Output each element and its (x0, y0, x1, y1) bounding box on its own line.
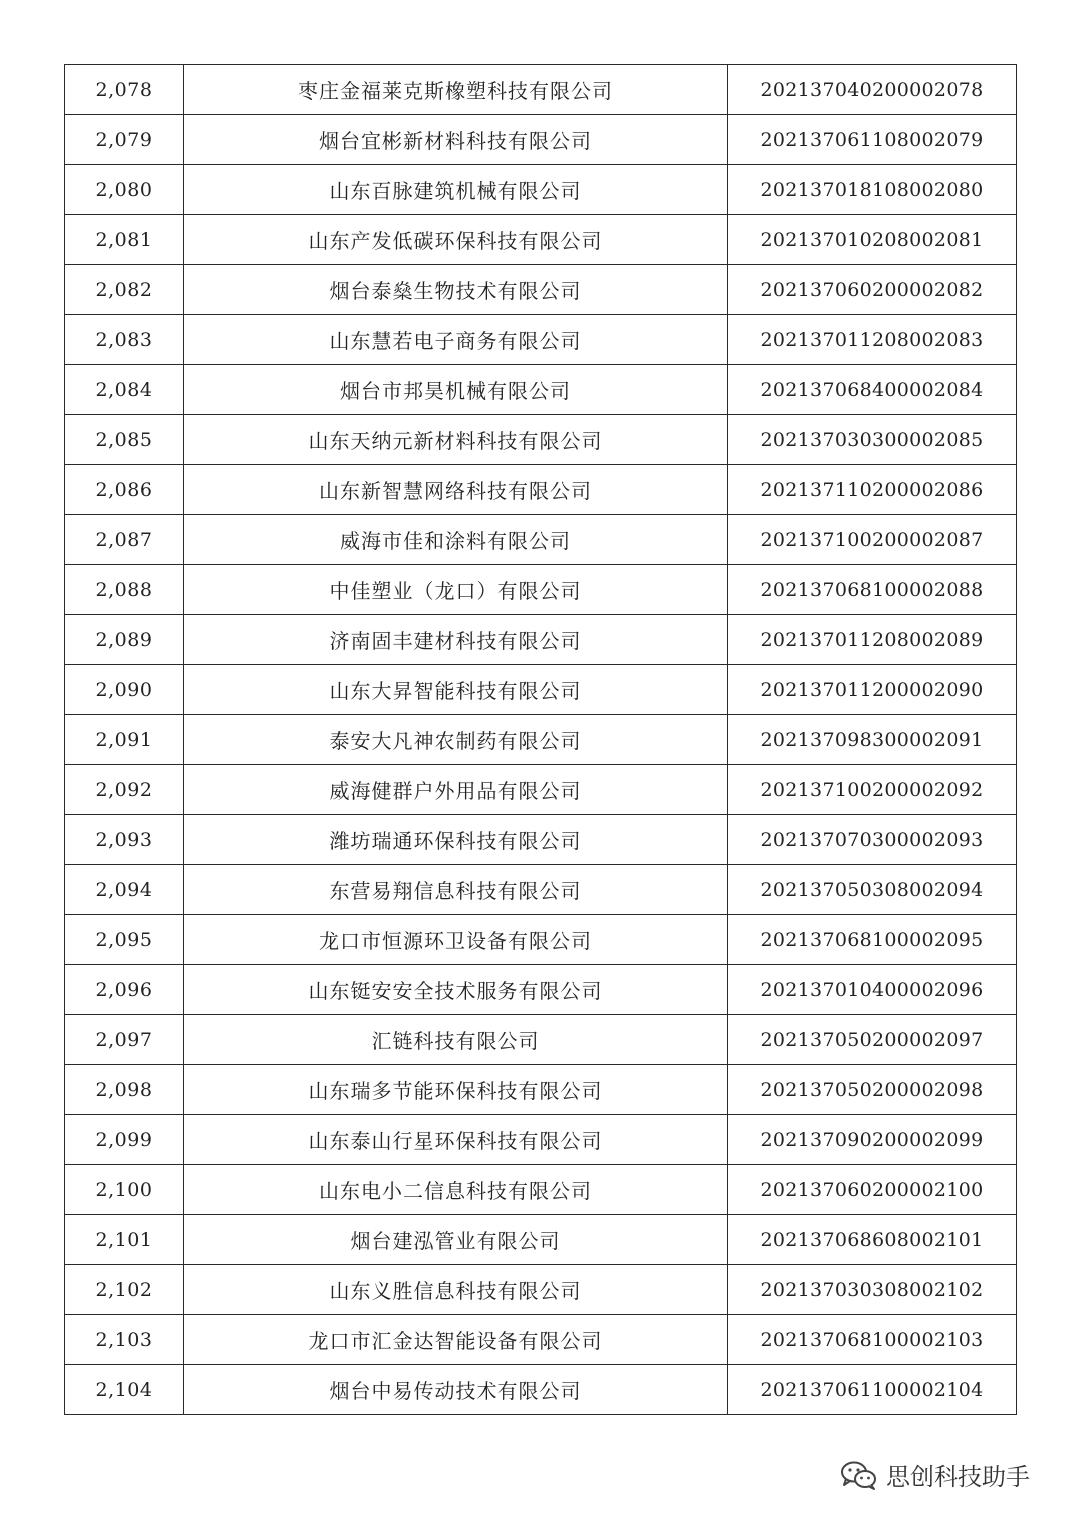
company-name-cell: 山东泰山行星环保科技有限公司 (184, 1115, 728, 1165)
table-row (65, 415, 1017, 465)
table-row (65, 1315, 1017, 1365)
registration-code-cell: 202137100200002087 (728, 515, 1017, 565)
registration-code-cell: 202137011208002089 (728, 615, 1017, 665)
registration-code-cell: 202137068400002084 (728, 365, 1017, 415)
table-row (65, 865, 1017, 915)
registration-code-cell: 202137070300002093 (728, 815, 1017, 865)
company-name-cell: 山东义胜信息科技有限公司 (184, 1265, 728, 1315)
row-number-cell: 2,100 (65, 1165, 184, 1215)
company-name-cell: 山东瑞多节能环保科技有限公司 (184, 1065, 728, 1115)
registration-code-cell: 202137050200002097 (728, 1015, 1017, 1065)
row-number-cell: 2,083 (65, 315, 184, 365)
registration-code-cell: 202137040200002078 (728, 65, 1017, 115)
registration-code-cell: 202137018108002080 (728, 165, 1017, 215)
row-number-cell: 2,087 (65, 515, 184, 565)
table-row (65, 765, 1017, 815)
registration-code-cell: 202137010208002081 (728, 215, 1017, 265)
registration-code-cell: 202137100200002092 (728, 765, 1017, 815)
table-row (65, 1215, 1017, 1265)
table-row (65, 465, 1017, 515)
row-number-cell: 2,088 (65, 565, 184, 615)
table-row (65, 515, 1017, 565)
registration-code-cell: 202137061100002104 (728, 1365, 1017, 1415)
registration-code-cell: 202137050200002098 (728, 1065, 1017, 1115)
wechat-icon (840, 1460, 878, 1490)
table-row (65, 665, 1017, 715)
registration-code-cell: 202137011208002083 (728, 315, 1017, 365)
registration-code-cell: 202137068100002095 (728, 915, 1017, 965)
registration-code-cell: 202137061108002079 (728, 115, 1017, 165)
row-number-cell: 2,090 (65, 665, 184, 715)
table-row (65, 1015, 1017, 1065)
company-name-cell: 汇链科技有限公司 (184, 1015, 728, 1065)
registration-code-cell: 202137060200002100 (728, 1165, 1017, 1215)
company-name-cell: 烟台泰燊生物技术有限公司 (184, 265, 728, 315)
row-number-cell: 2,099 (65, 1115, 184, 1165)
table-row (65, 265, 1017, 315)
table-row (65, 965, 1017, 1015)
row-number-cell: 2,093 (65, 815, 184, 865)
row-number-cell: 2,081 (65, 215, 184, 265)
company-name-cell: 烟台建泓管业有限公司 (184, 1215, 728, 1265)
registration-code-cell: 202137060200002082 (728, 265, 1017, 315)
company-name-cell: 龙口市恒源环卫设备有限公司 (184, 915, 728, 965)
company-name-cell: 烟台宜彬新材料科技有限公司 (184, 115, 728, 165)
table-row (65, 115, 1017, 165)
watermark-text: 思创科技助手 (886, 1463, 1030, 1491)
registration-code-cell: 202137030300002085 (728, 415, 1017, 465)
table-row (65, 365, 1017, 415)
row-number-cell: 2,097 (65, 1015, 184, 1065)
registration-code-cell: 202137068100002088 (728, 565, 1017, 615)
company-name-cell: 中佳塑业（龙口）有限公司 (184, 565, 728, 615)
table-row (65, 715, 1017, 765)
table-row (65, 815, 1017, 865)
registration-code-cell: 202137030308002102 (728, 1265, 1017, 1315)
company-name-cell: 泰安大凡神农制药有限公司 (184, 715, 728, 765)
registration-code-cell: 202137050308002094 (728, 865, 1017, 915)
row-number-cell: 2,096 (65, 965, 184, 1015)
registration-code-cell: 202137011200002090 (728, 665, 1017, 715)
row-number-cell: 2,084 (65, 365, 184, 415)
company-name-cell: 山东天纳元新材料科技有限公司 (184, 415, 728, 465)
company-name-cell: 山东产发低碳环保科技有限公司 (184, 215, 728, 265)
row-number-cell: 2,091 (65, 715, 184, 765)
registration-code-cell: 202137068100002103 (728, 1315, 1017, 1365)
table-row (65, 1265, 1017, 1315)
company-name-cell: 烟台中易传动技术有限公司 (184, 1365, 728, 1415)
row-number-cell: 2,102 (65, 1265, 184, 1315)
registration-code-cell: 202137010400002096 (728, 965, 1017, 1015)
row-number-cell: 2,078 (65, 65, 184, 115)
company-name-cell: 山东慧若电子商务有限公司 (184, 315, 728, 365)
row-number-cell: 2,095 (65, 915, 184, 965)
row-number-cell: 2,103 (65, 1315, 184, 1365)
row-number-cell: 2,082 (65, 265, 184, 315)
company-name-cell: 东营易翔信息科技有限公司 (184, 865, 728, 915)
row-number-cell: 2,086 (65, 465, 184, 515)
company-name-cell: 山东大昇智能科技有限公司 (184, 665, 728, 715)
row-number-cell: 2,089 (65, 615, 184, 665)
company-name-cell: 山东电小二信息科技有限公司 (184, 1165, 728, 1215)
table-row (65, 1065, 1017, 1115)
company-name-cell: 威海健群户外用品有限公司 (184, 765, 728, 815)
table-row (65, 565, 1017, 615)
company-name-cell: 潍坊瑞通环保科技有限公司 (184, 815, 728, 865)
table-row (65, 65, 1017, 115)
table-row (65, 915, 1017, 965)
registration-code-cell: 202137110200002086 (728, 465, 1017, 515)
row-number-cell: 2,079 (65, 115, 184, 165)
table-row (65, 1365, 1017, 1415)
row-number-cell: 2,092 (65, 765, 184, 815)
company-list-table-container (64, 64, 1015, 1415)
table-body (65, 65, 1017, 1415)
watermark (840, 1457, 1030, 1492)
company-name-cell: 枣庄金福莱克斯橡塑科技有限公司 (184, 65, 728, 115)
company-name-cell: 烟台市邦昊机械有限公司 (184, 365, 728, 415)
company-name-cell: 龙口市汇金达智能设备有限公司 (184, 1315, 728, 1365)
company-list-table (64, 64, 1017, 1415)
table-row (65, 615, 1017, 665)
table-row (65, 215, 1017, 265)
row-number-cell: 2,098 (65, 1065, 184, 1115)
registration-code-cell: 202137068608002101 (728, 1215, 1017, 1265)
row-number-cell: 2,104 (65, 1365, 184, 1415)
company-name-cell: 山东铤安安全技术服务有限公司 (184, 965, 728, 1015)
table-row (65, 1115, 1017, 1165)
row-number-cell: 2,085 (65, 415, 184, 465)
table-row (65, 165, 1017, 215)
company-name-cell: 威海市佳和涂料有限公司 (184, 515, 728, 565)
registration-code-cell: 202137090200002099 (728, 1115, 1017, 1165)
row-number-cell: 2,094 (65, 865, 184, 915)
company-name-cell: 山东新智慧网络科技有限公司 (184, 465, 728, 515)
row-number-cell: 2,101 (65, 1215, 184, 1265)
company-name-cell: 山东百脉建筑机械有限公司 (184, 165, 728, 215)
row-number-cell: 2,080 (65, 165, 184, 215)
registration-code-cell: 202137098300002091 (728, 715, 1017, 765)
table-row (65, 315, 1017, 365)
table-row (65, 1165, 1017, 1215)
company-name-cell: 济南固丰建材科技有限公司 (184, 615, 728, 665)
